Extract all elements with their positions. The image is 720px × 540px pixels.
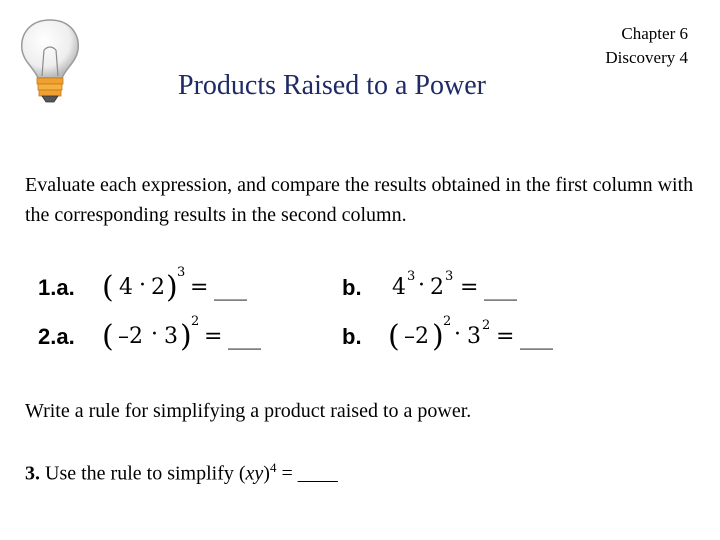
problem-1a [38, 265, 247, 305]
problem-2a-label: 2.a. [38, 324, 75, 349]
instructions-text: Evaluate each expression, and compare the results obtained in the first column with the corresponding results in the second column. [25, 174, 694, 226]
problem-2a-blank: ___ [228, 325, 261, 350]
problem-1a-base2: 2 [151, 275, 165, 300]
problem-2b-dot: · [454, 322, 461, 347]
problem-2a-base1: –2 [118, 324, 143, 349]
problem-2a-equals: = [204, 324, 223, 349]
problem-1b-equals: = [460, 275, 479, 300]
question-3-equals: = [276, 462, 298, 485]
problem-2b-lparen: ( [388, 319, 400, 354]
problem-2a-lparen: ( [102, 319, 114, 354]
problem-1a-rparen: ) [166, 270, 178, 305]
problem-1a-blank: ___ [214, 276, 247, 301]
question-3-exponent: 4 [269, 460, 277, 475]
problem-1b-base2: 2 [430, 275, 444, 300]
problem-2a-dot: · [151, 322, 158, 347]
question-3-variable: xy [245, 462, 264, 485]
problem-1b-blank: ___ [484, 276, 517, 301]
problem-1a-equals: = [190, 275, 209, 300]
problem-2b-label: b. [342, 324, 362, 349]
problem-2a [38, 314, 261, 354]
problem-1a-lparen: ( [102, 270, 114, 305]
question-3-number: 3. [25, 462, 40, 485]
page-title: Products Raised to a Power [178, 70, 486, 101]
question-3 [25, 460, 338, 486]
problem-2a-base2: 3 [164, 324, 178, 349]
problem-2a-rparen: ) [180, 319, 192, 354]
problem-2b [342, 314, 553, 354]
problem-1b-label: b. [342, 275, 362, 300]
problem-1b-base1: 4 [392, 275, 406, 300]
problem-1b [342, 269, 517, 301]
problem-1a-exponent: 3 [177, 265, 186, 280]
problem-2b-base2: 3 [467, 324, 481, 349]
problem-2b-rparen: ) [432, 319, 444, 354]
chapter-label [605, 22, 688, 70]
question-3-paren-close: ) [263, 462, 270, 485]
problem-1b-exponent2: 3 [445, 269, 454, 284]
math-problems [30, 262, 650, 362]
problem-1a-base1: 4 [119, 275, 133, 300]
problem-1a-dot: · [139, 273, 146, 298]
question-3-text: Use the rule to simplify [45, 462, 234, 485]
discovery-number: Discovery 4 [605, 48, 688, 67]
problem-2b-base1: –2 [404, 324, 429, 349]
problem-2b-equals: = [496, 324, 515, 349]
problem-1a-label: 1.a. [38, 275, 75, 300]
problem-1b-dot: · [418, 273, 425, 298]
rule-prompt: Write a rule for simplifying a product raised to a power. [25, 400, 472, 422]
problem-2a-exponent: 2 [191, 314, 200, 329]
problem-2b-blank: ___ [520, 325, 553, 350]
problem-2b-exponent2: 2 [482, 318, 491, 333]
question-3-blank: ____ [297, 462, 338, 485]
question-3-paren-open: ( [238, 462, 246, 485]
chapter-number: Chapter 6 [621, 24, 688, 43]
problem-2b-exponent1: 2 [443, 314, 452, 329]
problem-1b-exponent1: 3 [407, 269, 416, 284]
light-bulb-icon [14, 16, 86, 108]
